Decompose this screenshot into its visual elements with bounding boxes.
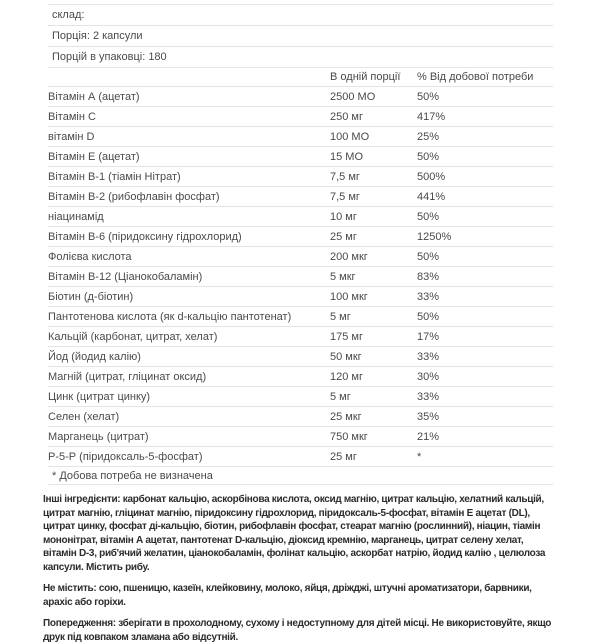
- facts-rows: [48, 87, 553, 467]
- table-row: [48, 107, 553, 127]
- serving-size-row: [48, 26, 553, 47]
- ingredient-daily-value: 500%: [417, 170, 446, 183]
- table-row: [48, 287, 553, 307]
- ingredient-daily-value: 50%: [417, 210, 440, 223]
- table-row: [48, 207, 553, 227]
- other-ingredients-text: Інші інгредієнти: карбонат кальцію, аскорбінова кислота, оксид магнію, цитрат кальцію, хелатний кальцій, цитрат магнію, гліцинат магнію, піридоксину гідрохлорид, піридоксаль-5-фосфат, вітамін Е ацетат (DL), цитрат цинку, фосфат ді-кальцію, біотин, рибофлавін фосфат, стеарат магнію (рослинний), ніацин, тіамін мононітрат, вітамін А ацетат, пантотенат D-кальцію, діоксид кремнію, марганець, цитрат селену хелат, вітамін D-3, риб'ячий желатин, ціанокобаламін, фолінат кальцію, аскорбат натрію, йодид калію , целюлоза капсули. Містить рибу.: [43, 494, 546, 573]
- composition-label-row: [48, 5, 553, 26]
- table-row: [48, 187, 553, 207]
- ingredient-name: Вітамін Е (ацетат): [48, 150, 140, 163]
- table-row: [48, 87, 553, 107]
- ingredient-name: Йод (йодид калію): [48, 350, 141, 363]
- ingredient-amount: 250 мг: [330, 110, 363, 123]
- ingredient-amount: 100 мкг: [330, 290, 368, 303]
- table-row: [48, 387, 553, 407]
- ingredient-amount: 25 мг: [330, 230, 357, 243]
- ingredient-amount: 7,5 мг: [330, 190, 360, 203]
- ingredient-daily-value: 33%: [417, 350, 440, 363]
- ingredient-daily-value: 35%: [417, 410, 440, 423]
- notes-section: [43, 493, 557, 644]
- table-row: [48, 227, 553, 247]
- ingredient-name: Магній (цитрат, гліцинат оксид): [48, 370, 207, 383]
- footnote-row: [48, 467, 553, 485]
- ingredient-name: Пантотенова кислота (як d-кальцію пантотенат): [48, 310, 292, 323]
- ingredient-daily-value: 33%: [417, 390, 440, 403]
- ingredient-name: Біотин (д-біотин): [48, 290, 134, 303]
- ingredient-amount: 750 мкг: [330, 430, 368, 443]
- ingredient-amount: 25 мкг: [330, 410, 362, 423]
- ingredient-amount: 100 МО: [330, 130, 370, 143]
- table-row: [48, 127, 553, 147]
- ingredient-name: Цинк (цитрат цинку): [48, 390, 151, 403]
- ingredient-name: Вітамін С: [48, 110, 96, 123]
- table-row: [48, 447, 553, 467]
- ingredient-amount: 15 МО: [330, 150, 364, 163]
- ingredient-name: Вітамін В-2 (рибофлавін фосфат): [48, 190, 220, 203]
- ingredient-name: Р-5-Р (піридоксаль-5-фосфат): [48, 450, 203, 463]
- ingredient-daily-value: 1250%: [417, 230, 452, 243]
- ingredient-amount: 120 мг: [330, 370, 363, 383]
- daily-value-column-header: % Від добової потреби: [417, 71, 534, 83]
- ingredient-daily-value: 50%: [417, 150, 440, 163]
- table-row: [48, 147, 553, 167]
- table-row: [48, 367, 553, 387]
- ingredient-amount: 5 мг: [330, 310, 351, 323]
- table-row: [48, 267, 553, 287]
- ingredient-daily-value: 33%: [417, 290, 440, 303]
- servings-per-container-text: Порцій в упаковці: 180: [52, 51, 167, 63]
- ingredient-amount: 2500 МО: [330, 90, 376, 103]
- amount-column-header: В одній порції: [330, 71, 401, 83]
- ingredient-name: Вітамін А (ацетат): [48, 90, 140, 103]
- ingredient-amount: 50 мкг: [330, 350, 362, 363]
- ingredient-name: Кальцій (карбонат, цитрат, хелат): [48, 330, 218, 343]
- ingredient-amount: 25 мг: [330, 450, 357, 463]
- ingredient-name: Вітамін В-12 (Ціанокобаламін): [48, 270, 203, 283]
- ingredient-amount: 5 мкг: [330, 270, 356, 283]
- ingredient-name: Вітамін В-1 (тіамін Нітрат): [48, 170, 181, 183]
- table-row: [48, 327, 553, 347]
- serving-size-text: Порція: 2 капсули: [52, 30, 143, 42]
- ingredient-name: Фолієва кислота: [48, 250, 132, 263]
- supplement-facts-table: [48, 4, 553, 485]
- ingredient-amount: 7,5 мг: [330, 170, 360, 183]
- ingredient-daily-value: 17%: [417, 330, 440, 343]
- does-not-contain-text: Не містить: сою, пшеницю, казеїн, клейковину, молоко, яйця, дріжджі, штучні ароматизатори, барвники, арахіс або горіхи.: [43, 583, 532, 608]
- ingredient-daily-value: 50%: [417, 310, 440, 323]
- table-header-row: [48, 68, 553, 87]
- ingredient-daily-value: 50%: [417, 90, 440, 103]
- ingredient-daily-value: 30%: [417, 370, 440, 383]
- table-row: [48, 307, 553, 327]
- ingredient-name: ніацинамід: [48, 210, 104, 223]
- ingredient-daily-value: 50%: [417, 250, 440, 263]
- warning-text: Попередження: зберігати в прохолодному, сухому і недоступному для дітей місці. Не використовуйте, якщо друк під ковпаком зламана або відсутній.: [43, 618, 552, 643]
- ingredient-daily-value: 21%: [417, 430, 440, 443]
- daily-value-footnote: * Добова потреба не визначена: [52, 469, 213, 482]
- ingredient-daily-value: 417%: [417, 110, 446, 123]
- ingredient-name: Селен (хелат): [48, 410, 120, 423]
- ingredient-daily-value: 441%: [417, 190, 446, 203]
- table-row: [48, 247, 553, 267]
- ingredient-name: Вітамін В-6 (піридоксину гідрохлорид): [48, 230, 242, 243]
- table-row: [48, 167, 553, 187]
- servings-per-container-row: [48, 47, 553, 68]
- ingredient-column-header: [48, 68, 330, 87]
- composition-label: склад:: [52, 9, 85, 21]
- ingredient-amount: 175 мг: [330, 330, 363, 343]
- ingredient-daily-value: 25%: [417, 130, 440, 143]
- ingredient-amount: 200 мкг: [330, 250, 368, 263]
- ingredient-amount: 10 мг: [330, 210, 357, 223]
- table-row: [48, 347, 553, 367]
- ingredient-name: вітамін D: [48, 130, 95, 143]
- table-row: [48, 427, 553, 447]
- table-row: [48, 407, 553, 427]
- ingredient-daily-value: *: [417, 450, 422, 463]
- ingredient-name: Марганець (цитрат): [48, 430, 149, 443]
- ingredient-daily-value: 83%: [417, 270, 440, 283]
- ingredient-amount: 5 мг: [330, 390, 351, 403]
